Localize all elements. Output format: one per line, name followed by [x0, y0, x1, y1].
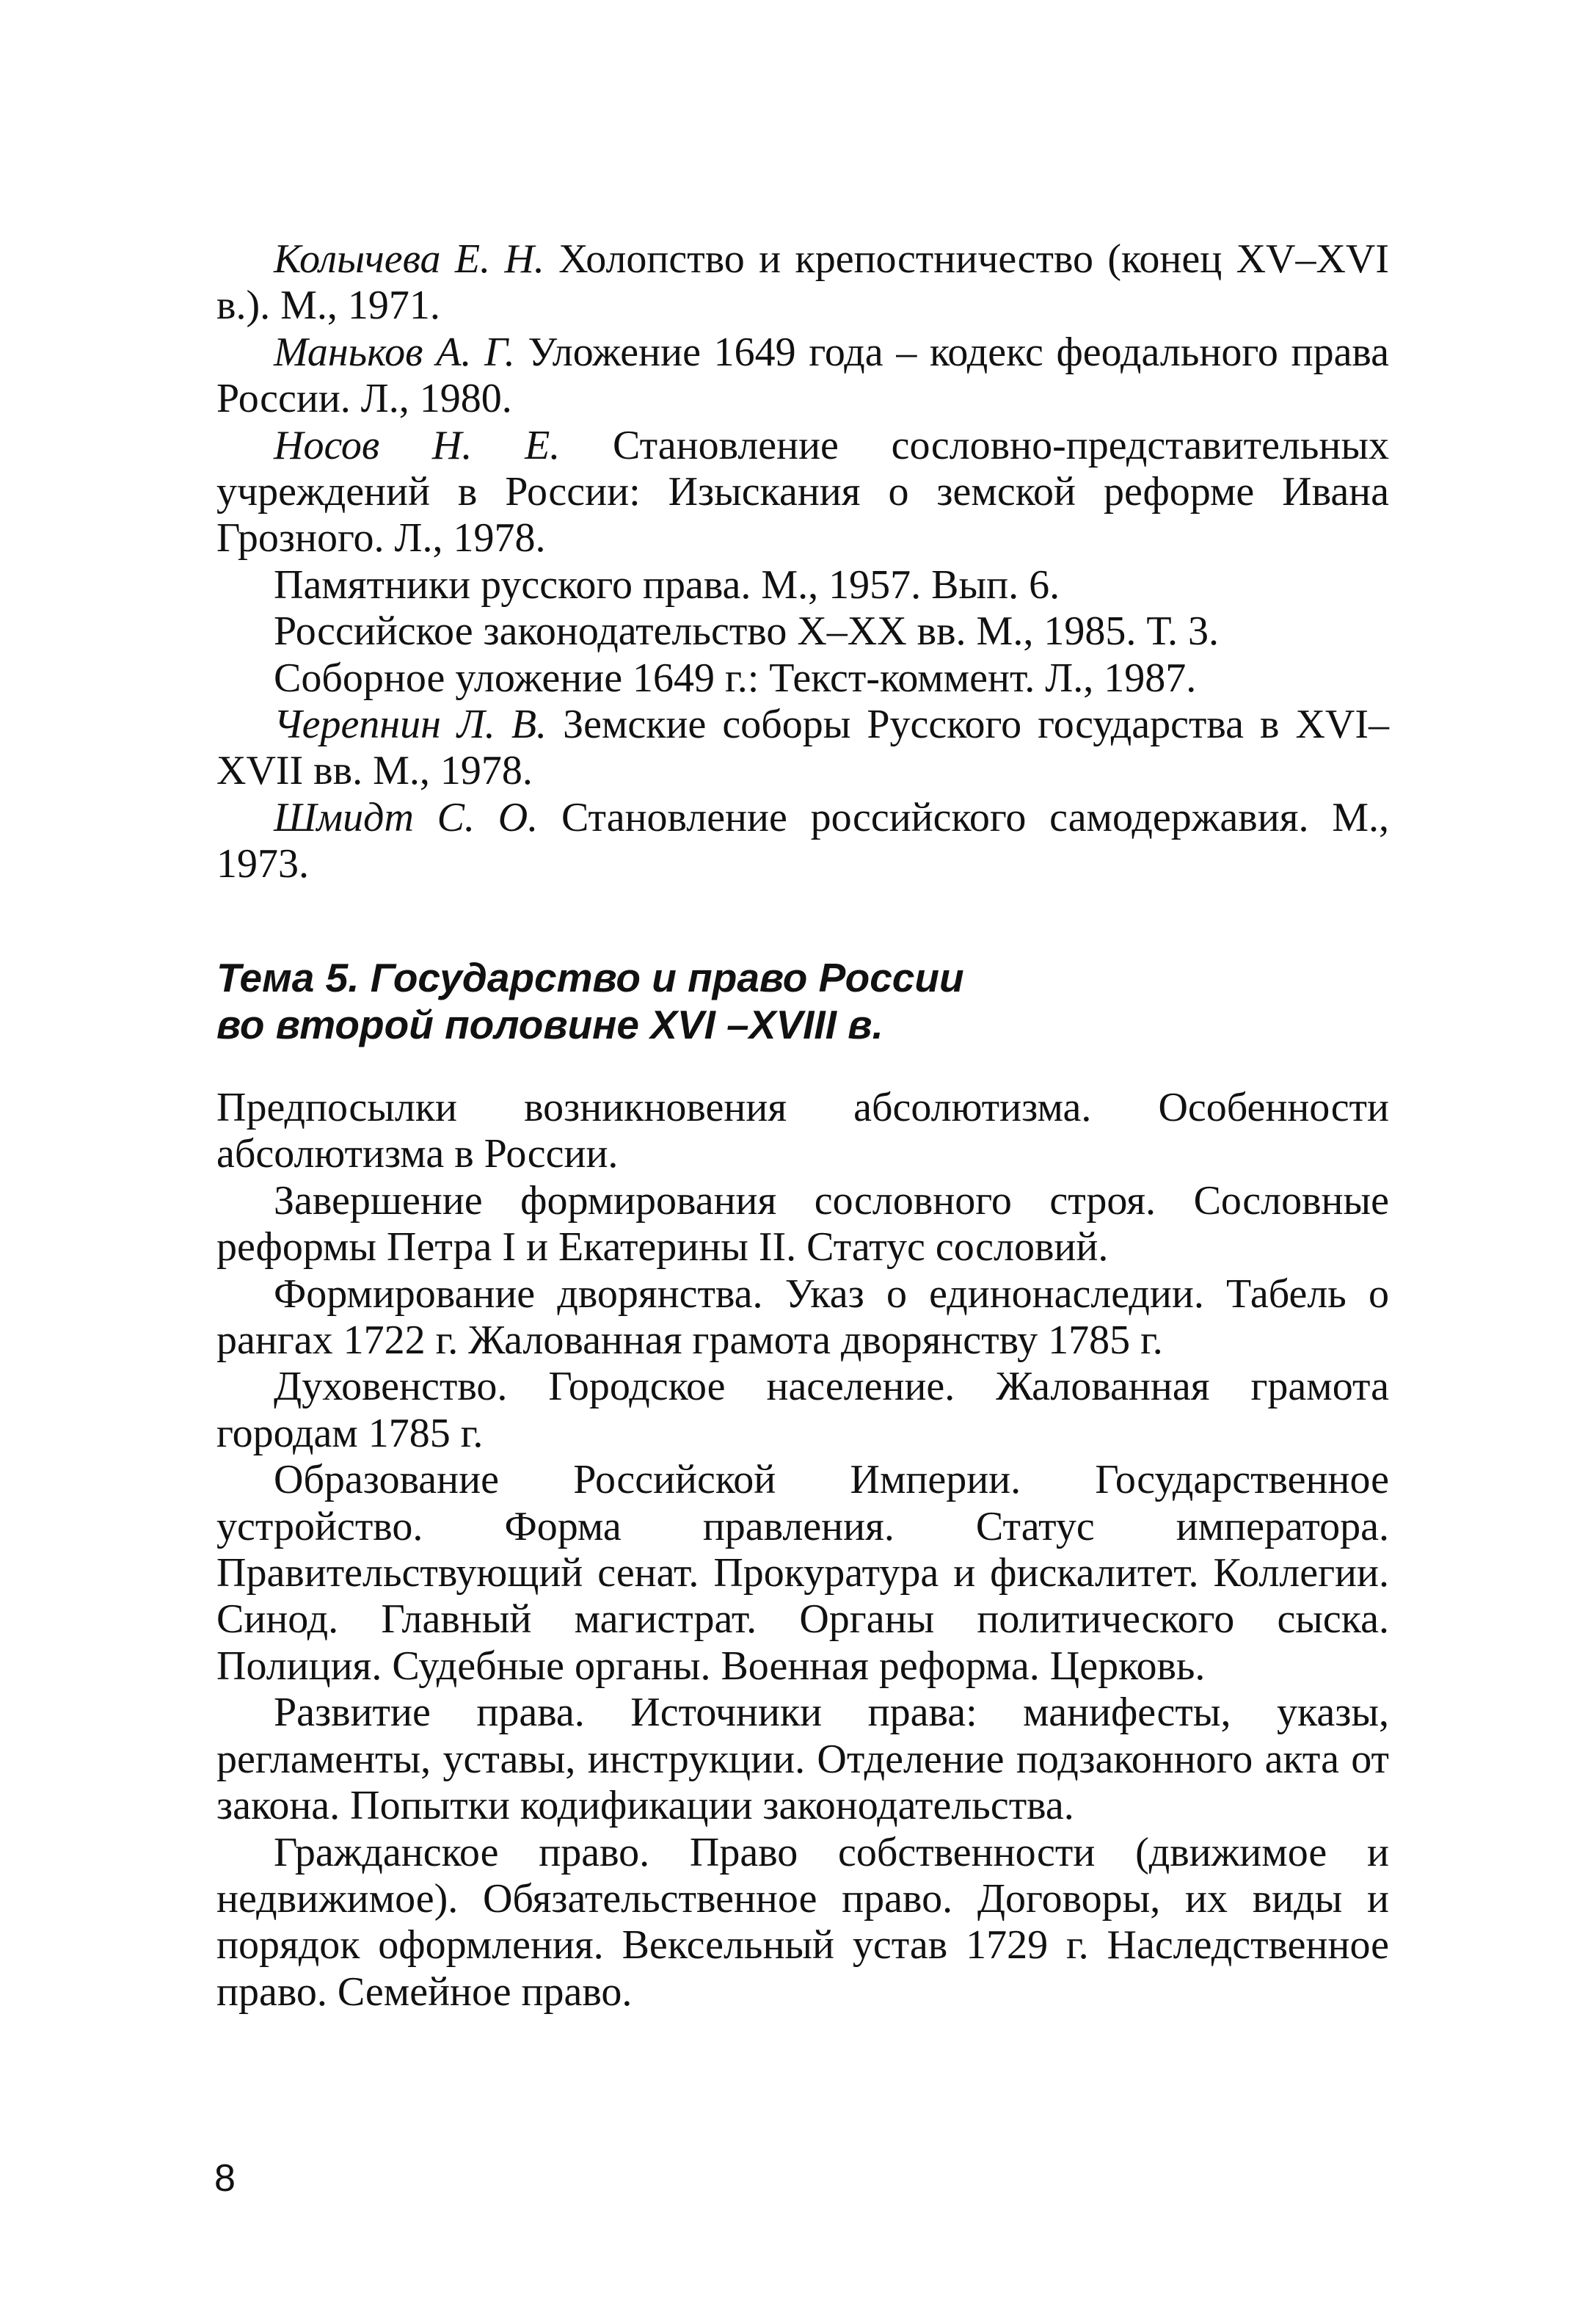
reference-author: Маньков А. Г.: [274, 329, 515, 375]
section-heading: [216, 954, 1389, 1048]
reference-list: [216, 236, 1389, 888]
reference-author: Шмидт С. О.: [274, 794, 539, 840]
reference-text: Холопство и крепостничество (конец XV–XVI в.). М., 1971.: [216, 236, 1389, 329]
reference-text: Памятники русского права. М., 1957. Вып. 6.: [274, 561, 1060, 608]
section-heading-line-1: Тема 5. Государство и право России: [216, 955, 964, 1000]
reference-author: Носов Н. Е.: [274, 422, 561, 468]
reference-text: Земские соборы Русского государства в XVI–XVII вв. М., 1978.: [216, 702, 1389, 794]
reference-entry: [216, 702, 1389, 795]
body-paragraph: Предпосылки возникновения абсолютизма. Особенности абсолютизма в России.: [216, 1085, 1389, 1177]
page-number: 8: [214, 2157, 236, 2200]
reference-entry: [216, 562, 1389, 608]
reference-entry: [216, 608, 1389, 655]
body-paragraph: Формирование дворянства. Указ о единонаследии. Табель о рангах 1722 г. Жалованная грамота дворянству 1785 г.: [216, 1270, 1389, 1364]
reference-text: Соборное уложение 1649 г.: Текст-коммент. Л., 1987.: [274, 655, 1197, 701]
body-paragraph: Гражданское право. Право собственности (движимое и недвижимое). Обязательственное право. Договоры, их виды и порядок оформления. Вексельный устав 1729 г. Наследственное право. Семейное право.: [216, 1829, 1389, 2015]
reference-text: Уложение 1649 года – кодекс феодального права России. Л., 1980.: [216, 329, 1389, 422]
section-body: [216, 1085, 1389, 2015]
reference-text: Становление российского самодержавия. М., 1973.: [216, 794, 1389, 887]
reference-entry: [216, 655, 1389, 702]
body-paragraph: Развитие права. Источники права: манифесты, указы, регламенты, уставы, инструкции. Отделение подзаконного акта от закона. Попытки кодификации законодательства.: [216, 1690, 1389, 1829]
reference-entry: [216, 330, 1389, 423]
body-paragraph: Завершение формирования сословного строя. Сословные реформы Петра I и Екатерины II. Статус сословий.: [216, 1177, 1389, 1270]
reference-author: Черепнин Л. В.: [274, 702, 547, 748]
reference-entry: [216, 423, 1389, 562]
body-paragraph: Образование Российской Империи. Государственное устройство. Форма правления. Статус императора. Правительствующий сенат. Прокуратура и фискалитет. Коллегии. Синод. Главный магистрат. Органы политического сыска. Полиция. Судебные органы. Военная реформа. Церковь.: [216, 1457, 1389, 1689]
reference-text: Становление сословно-представительных учреждений в России: Изыскания о земской реформе Ивана Грозного. Л., 1978.: [216, 422, 1389, 561]
reference-entry: [216, 795, 1389, 888]
reference-author: Колычева Е. Н.: [274, 236, 544, 282]
section-heading-line-2: во второй половине XVI –XVIII в.: [216, 1002, 883, 1047]
reference-entry: [216, 236, 1389, 330]
body-paragraph: Духовенство. Городское население. Жалованная грамота городам 1785 г.: [216, 1364, 1389, 1456]
reference-text: Российское законодательство X–XX вв. М., 1985. Т. 3.: [274, 608, 1219, 655]
